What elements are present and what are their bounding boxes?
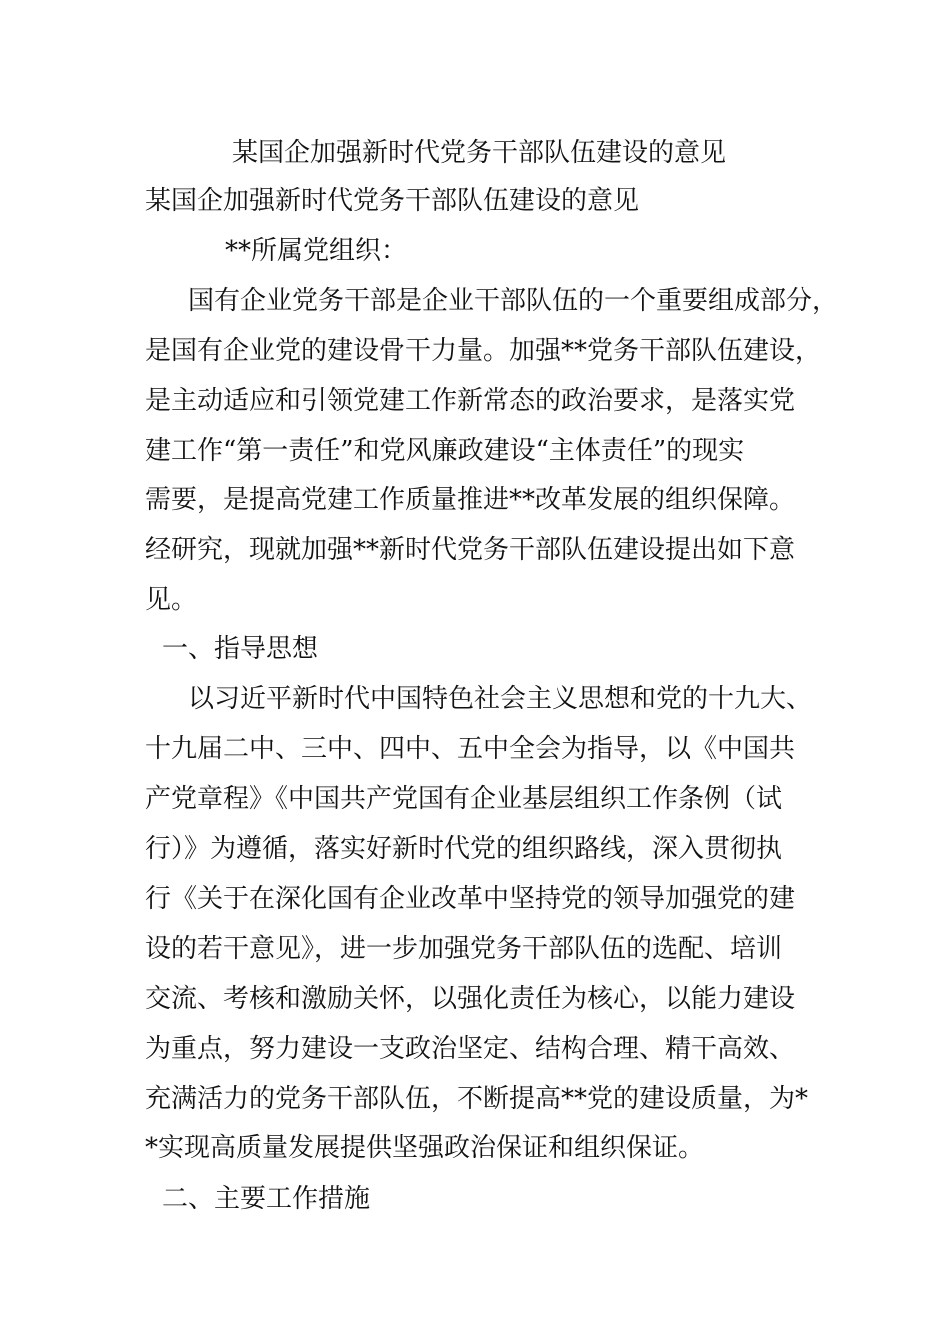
paragraph-2-line: *实现高质量发展提供坚强政治保证和组织保证。: [145, 1133, 705, 1163]
paragraph-2-line: 交流、考核和激励关怀，以强化责任为核心，以能力建设: [145, 984, 796, 1014]
paragraph-1-line: 需要，是提高党建工作质量推进**改革发展的组织保障。: [145, 485, 796, 515]
paragraph-2-line: 以习近平新时代中国特色社会主义思想和党的十九大、: [188, 684, 813, 714]
paragraph-2-line: 行《关于在深化国有企业改革中坚持党的领导加强党的建: [145, 884, 796, 914]
section-heading-2: 二、主要工作措施: [162, 1184, 371, 1214]
paragraph-1-line: 见。: [145, 585, 198, 615]
paragraph-2-line: 行）》为遵循，落实好新时代党的组织路线，深入贯彻执: [145, 834, 783, 864]
paragraph-1-line: 是国有企业党的建设骨干力量。加强**党务干部队伍建设，: [145, 336, 822, 366]
paragraph-2-line: 为重点，努力建设一支政治坚定、结构合理、精干高效、: [145, 1034, 796, 1064]
document-subtitle: 某国企加强新时代党务干部队伍建设的意见: [145, 186, 640, 216]
paragraph-2-line: 充满活力的党务干部队伍，不断提高**党的建设质量，为*: [145, 1084, 809, 1114]
paragraph-2-line: 产党章程》《中国共产党国有企业基层组织工作条例（试: [145, 784, 783, 814]
paragraph-1-line: 是主动适应和引领党建工作新常态的政治要求，是落实党: [145, 386, 796, 416]
document-title: 某国企加强新时代党务干部队伍建设的意见: [232, 138, 727, 168]
paragraph-2-line: 十九届二中、三中、四中、五中全会为指导，以《中国共: [145, 734, 796, 764]
paragraph-1-line: 建工作“第一责任”和党风廉政建设“主体责任”的现实: [145, 436, 745, 466]
paragraph-1-line: 经研究，现就加强**新时代党务干部队伍建设提出如下意: [145, 535, 796, 565]
paragraph-2-line: 设的若干意见》，进一步加强党务干部队伍的选配、培训: [145, 934, 783, 964]
section-heading-1: 一、指导思想: [162, 634, 319, 664]
paragraph-1-line: 国有企业党务干部是企业干部队伍的一个重要组成部分，: [188, 286, 839, 316]
salutation: **所属党组织：: [225, 236, 408, 266]
